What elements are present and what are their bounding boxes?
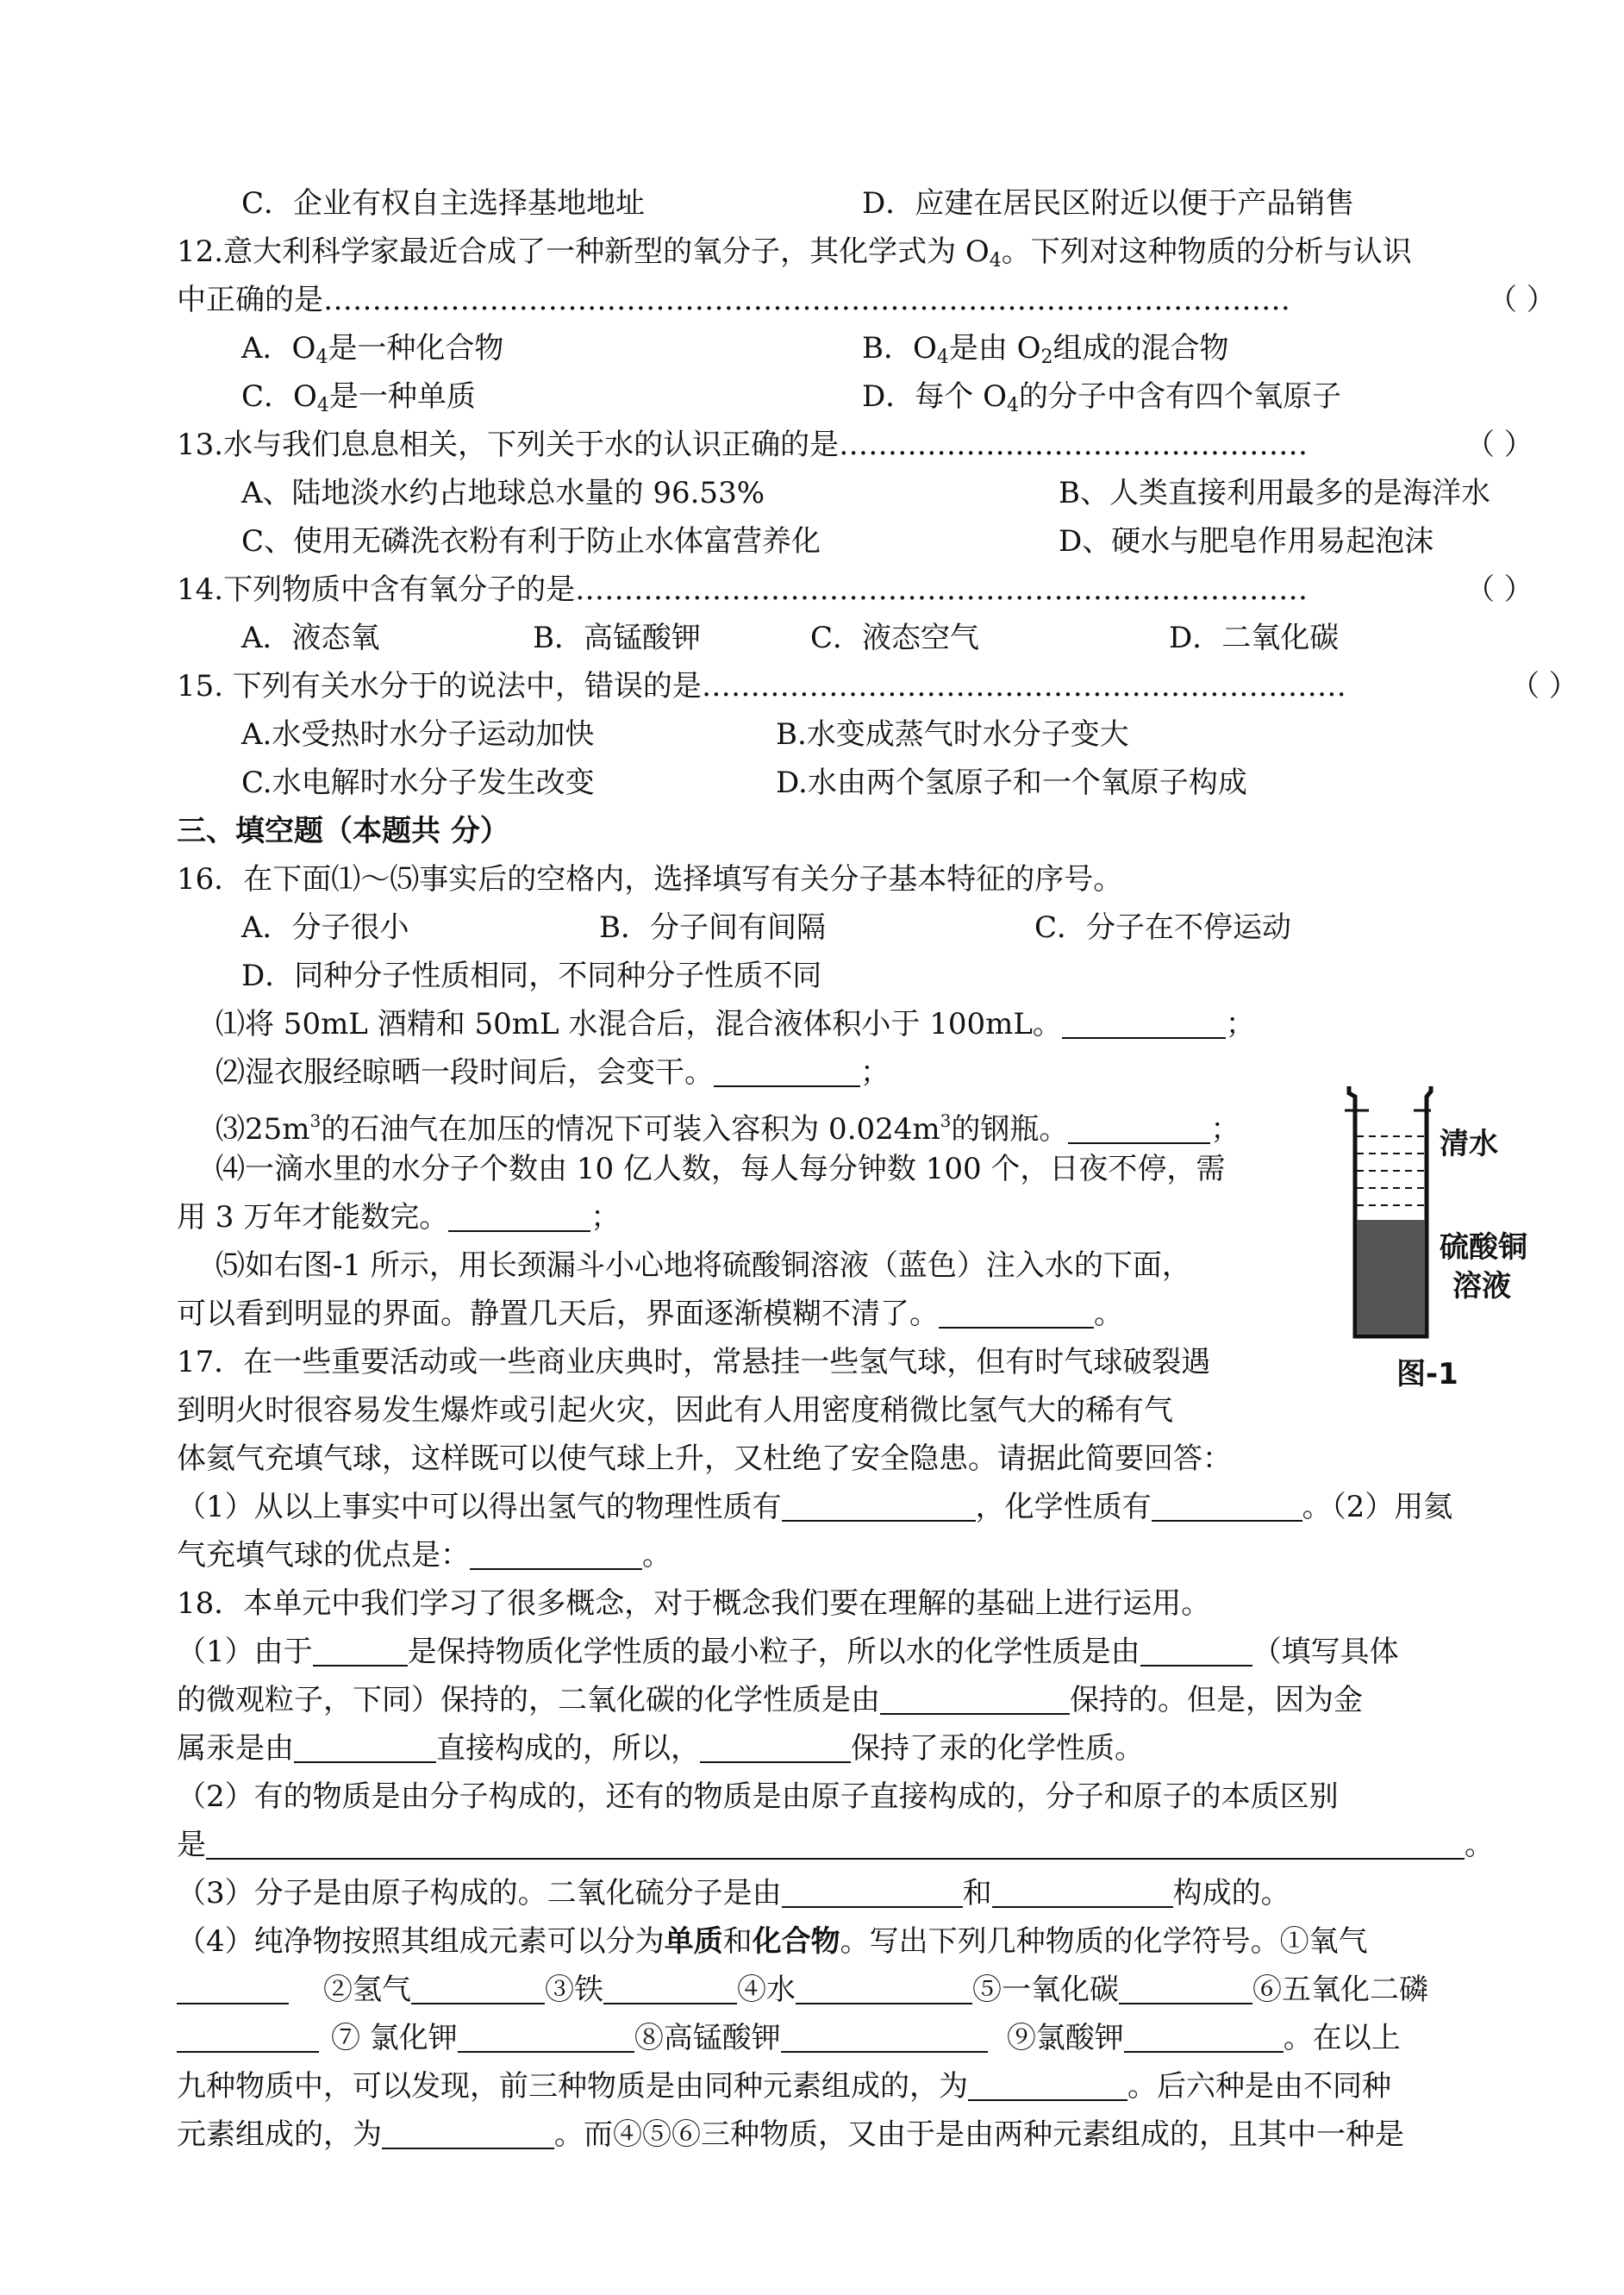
q18-blank-water[interactable]	[796, 1972, 972, 2004]
q18-part4-line1: （4）纯净物按照其组成元素可以分为单质和化合物。写出下列几种物质的化学符号。①氧气	[177, 1924, 1368, 1959]
q14-option-b: B．高锰酸钾	[533, 621, 701, 655]
q15-option-c: C.水电解时水分子发生改变	[241, 766, 595, 800]
q16-item-5-line2: 可以看到明显的界面。静置几天后，界面逐渐模糊不清了。 。	[177, 1297, 1123, 1331]
q18-part4-line4: 九种物质中，可以发现，前三种物质是由同种元素组成的，为 。后六种是由不同种	[177, 2069, 1391, 2104]
q18-blank-5[interactable]	[700, 1730, 851, 1763]
q18-blank-3[interactable]	[880, 1682, 1070, 1715]
q18-blank-p2o5[interactable]	[177, 2020, 319, 2053]
q18-blank-7[interactable]	[782, 1875, 963, 1908]
q17-line2: 到明火时很容易发生爆炸或引起火灾，因此有人用密度稍微比氢气大的稀有气	[177, 1393, 1173, 1428]
q18-blank-2[interactable]	[1140, 1634, 1252, 1667]
q18-blank-1[interactable]	[313, 1634, 408, 1667]
q16-item-4-line2: 用 3 万年才能数完。 ；	[177, 1200, 621, 1235]
q18-part4-line5: 元素组成的，为 。而④⑤⑥三种物质，又由于是由两种元素组成的，且其中一种是	[177, 2117, 1404, 2152]
water-layer	[1357, 1136, 1425, 1205]
q12-option-d: D．每个 $O_4$的分子中含有四个氧原子	[862, 379, 1341, 416]
q13-answer-paren: （ ）	[1465, 428, 1533, 462]
q13-stem: 13.水与我们息息相关，下列关于水的认识正确的是…………………………………………	[177, 428, 1309, 462]
q14-option-d: D．二氧化碳	[1169, 621, 1340, 655]
q17-blank-physical[interactable]	[782, 1489, 976, 1522]
q14-option-c: C．液态空气	[810, 621, 980, 655]
q16-item-2: ⑵湿衣服经晾晒一段时间后，会变干。 ；	[215, 1055, 890, 1090]
figure-caption: 图-1	[1396, 1357, 1458, 1391]
q18-blank-oxygen[interactable]	[177, 1972, 289, 2004]
q14-option-a: A．液态氧	[241, 621, 380, 655]
q15-answer-paren: （ ）	[1510, 669, 1578, 704]
q16-blank-1[interactable]	[1062, 1006, 1226, 1039]
section-3-title: 三、填空题（本题共 分）	[177, 814, 509, 848]
q16-stem: 16．在下面⑴～⑸事实后的空格内，选择填写有关分子基本特征的序号。	[177, 862, 1123, 897]
q18-blank-4[interactable]	[294, 1730, 436, 1763]
q18-blank-kcl[interactable]	[458, 2020, 634, 2053]
copper-sulfate-layer	[1357, 1220, 1425, 1335]
q18-part1-line2: 的微观粒子，下同）保持的，二氧化碳的化学性质是由 保持的。但是，因为金	[177, 1683, 1363, 1717]
q18-part1-line1: （1）由于 是保持物质化学性质的最小粒子，所以水的化学性质是由 （填写具体	[177, 1635, 1399, 1669]
q15-option-b: B.水变成蒸气时水分子变大	[776, 717, 1129, 752]
q18-blank-iron[interactable]	[603, 1972, 737, 2004]
q13-option-b: B、人类直接利用最多的是海洋水	[1059, 476, 1490, 510]
q18-blank-hydrogen[interactable]	[411, 1972, 545, 2004]
q14-stem: 14.下列物质中含有氧分子的是…………………………………………………………………	[177, 572, 1309, 607]
label-copper-sulfate-2: 溶液	[1452, 1269, 1511, 1304]
q11-option-c: C．企业有权自主选择基地地址	[241, 186, 646, 221]
q16-option-a: A．分子很小	[241, 910, 409, 945]
q15-option-d: D.水由两个氢原子和一个氧原子构成	[776, 766, 1247, 800]
q16-item-5-line1: ⑸如右图-1 所示，用长颈漏斗小心地将硫酸铜溶液（蓝色）注入水的下面，	[215, 1248, 1191, 1283]
q11-option-d: D．应建在居民区附近以便于产品销售	[862, 186, 1355, 221]
q18-blank-co[interactable]	[1119, 1972, 1252, 2004]
q13-option-a: A、陆地淡水约占地球总水量的 96.53%	[241, 476, 765, 510]
q16-blank-5[interactable]	[939, 1296, 1094, 1329]
q18-part1-line3: 属汞是由 直接构成的，所以， 保持了汞的化学性质。	[177, 1731, 1144, 1766]
q14-answer-paren: （ ）	[1465, 572, 1533, 607]
q18-blank-8[interactable]	[992, 1875, 1173, 1908]
q18-stem: 18．本单元中我们学习了很多概念，对于概念我们要在理解的基础上进行运用。	[177, 1586, 1211, 1621]
q18-part4-line2: ②氢气 ③铁 ④水 ⑤一氧化碳 ⑥五氧化二磷	[177, 1967, 1428, 2012]
q16-blank-2[interactable]	[714, 1054, 860, 1087]
q17-line5: 气充填气球的优点是： 。	[177, 1538, 671, 1573]
q12-stem-line2: 中正确的是………………………………………………………………………………………	[177, 283, 1290, 317]
q12-option-a: A．$O_4$是一种化合物	[241, 331, 504, 368]
q18-blank-kclo3[interactable]	[1124, 2020, 1284, 2053]
figure-1	[1345, 1086, 1543, 1414]
q16-option-b: B．分子间有间隔	[599, 910, 826, 945]
q17-line4: （1）从以上事实中可以得出氢气的物理性质有 ，化学性质有 。（2）用氦	[177, 1490, 1453, 1524]
q18-blank-element-type[interactable]	[968, 2068, 1127, 2101]
q12-option-c: C．$O_4$是一种单质	[241, 379, 476, 416]
q17-blank-advantage[interactable]	[470, 1537, 642, 1570]
q13-option-d: D、硬水与肥皂作用易起泡沫	[1059, 524, 1434, 559]
q18-part4-line3: ⑦ 氯化钾 ⑧高锰酸钾 ⑨氯酸钾 。在以上	[177, 2016, 1401, 2060]
q18-part2-line2: 是 。	[177, 1828, 1494, 1862]
q18-part3: （3）分子是由原子构成的。二氧化硫分子是由 和 构成的。	[177, 1876, 1290, 1910]
q16-option-c: C．分子在不停运动	[1034, 910, 1292, 945]
q16-item-3: $⑶25m^3$的石油气在加压的情况下可装入容积为 $0.024m^3$的钢瓶。 ；	[215, 1110, 1240, 1147]
label-water: 清水	[1440, 1127, 1498, 1161]
q17-line1: 17．在一些重要活动或一些商业庆典时，常悬挂一些氢气球，但有时气球破裂遇	[177, 1345, 1211, 1379]
q15-option-a: A.水受热时水分子运动加快	[241, 717, 595, 752]
q18-blank-kmno4[interactable]	[781, 2020, 988, 2053]
q16-item-1: ⑴将 50mL 酒精和 50mL 水混合后，混合液体积小于 100mL。 ；	[215, 1007, 1255, 1041]
q12-answer-paren: （ ）	[1488, 283, 1556, 317]
q12-stem: 12.意大利科学家最近合成了一种新型的氧分子，其化学式为 $O_4$。下列对这种物质的分析与认识	[177, 235, 1412, 272]
q17-blank-chemical[interactable]	[1152, 1489, 1302, 1522]
q18-part2-line1: （2）有的物质是由分子构成的，还有的物质是由原子直接构成的，分子和原子的本质区别	[177, 1779, 1339, 1814]
label-copper-sulfate-1: 硫酸铜	[1440, 1230, 1527, 1265]
q13-option-c: C、使用无磷洗衣粉有利于防止水体富营养化	[241, 524, 821, 559]
q17-line3: 体氦气充填气球，这样既可以使气球上升，又杜绝了安全隐患。请据此简要回答：	[177, 1441, 1232, 1476]
q16-blank-3[interactable]	[1068, 1111, 1210, 1144]
q18-blank-compound-type[interactable]	[382, 2117, 554, 2149]
q18-blank-6[interactable]	[206, 1827, 1465, 1860]
q16-option-d: D．同种分子性质相同，不同种分子性质不同	[241, 959, 822, 993]
q16-blank-4[interactable]	[448, 1199, 590, 1232]
q15-stem: 15. 下列有关水分于的说法中，错误的是…………………………………………………………	[177, 669, 1346, 704]
q12-option-b: B．$O_4$是由 $O_2$组成的混合物	[862, 331, 1229, 368]
q16-item-4-line1: ⑷一滴水里的水分子个数由 10 亿人数，每人每分钟数 100 个，日夜不停，需	[215, 1152, 1226, 1186]
